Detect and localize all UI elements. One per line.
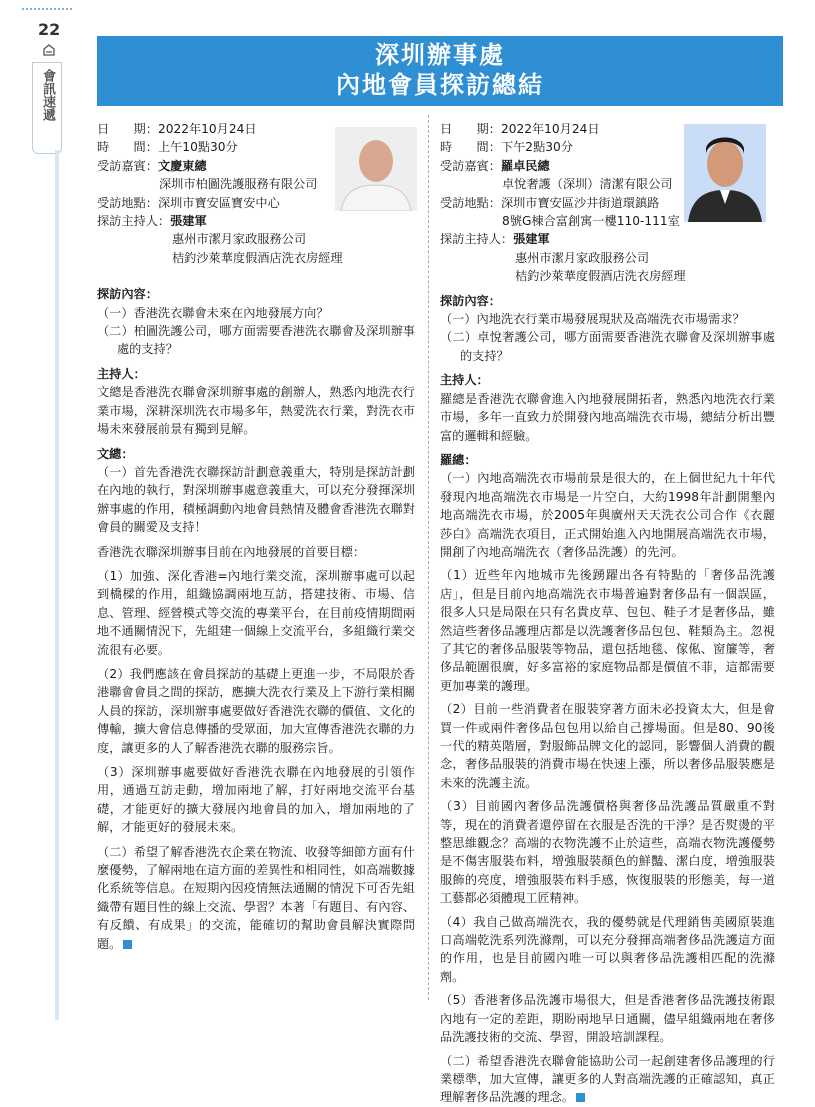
info-key: 探訪主持人： [440,232,514,247]
info-value: 2022年10月24日 [500,122,600,136]
heading-host: 主持人： [97,366,146,381]
info-key: 受訪嘉賓： [440,158,501,173]
heading-host: 主持人： [440,373,489,388]
info-date [97,120,415,138]
paragraph: （4）我自己做高端洗衣，我的優勢就是代理銷售美國原裝進口高端乾洗系列洗滌劑，可以充分發揮高端奢侈品洗護這方面的作用，也是目前國內唯一可以與奢侈品洗護相匹配的洗滌劑。 [440,914,775,984]
info-company: 卓悅奢護（深圳）清潔有限公司 [502,177,673,192]
laundry-logo-icon [42,44,56,56]
paragraph: （1）近些年內地城市先後踴躍出各有特點的「奢侈品洗護店」，但是目前內地高端洗衣市場普遍對奢侈品有一個誤區，很多人只是局限在只有名貴皮草、包包、鞋子才是奢侈品，雖然這些奢侈品護理店都是以洗護奢侈品包包、鞋類為主。忽視了其它的奢侈品服裝等物品，還包括地毯、傢俬、窗簾等，奢侈品範圍很廣，好多富裕的家庭物品都是價值不菲，這都需要更加專業的護理。 [440,568,775,693]
left-column [97,120,415,953]
paragraph: （3）目前國內奢侈品洗護價格與奢侈品洗護品質嚴重不對等，現在的消費者還停留在衣服是否洗的干淨？是否熨燙的平整思維觀念？高端的衣物洗護不止於這些，高端衣物洗護優勢是不傷害服裝布料，增強服裝顏色的鮮豔、潔白度，增強服裝服飾的亮度，增強服裝布料手感，恢復服裝的形態美，每一道工藝都必須體現工匠精神。 [440,799,775,906]
info-date [440,120,775,138]
info-key: 探訪主持人： [97,214,171,229]
paragraph: （一）內地高端洗衣市場前景是很大的，在上個世紀九十年代發現內地高端洗衣市場是一片空白，大約1998年計劃開墾內地高端洗衣市場，於2005年與廣州天天洗衣公司合作《衣麗莎白》高端洗衣項目，正式開始進入內地開展高端洗衣市場，開創了內地高端洗衣（奢侈品洗護）的先河。 [440,471,775,559]
title-banner [97,36,783,106]
section-tab [32,62,62,154]
section-tab-label: 會訊速遞 [40,69,55,121]
info-key: 日 期： [440,122,501,136]
info-host [97,212,415,230]
sidebar-dots [22,8,72,10]
info-host-role: 桔釣沙萊華度假酒店洗衣房經理 [515,269,686,284]
host-intro: 文總是香港洗衣聯會深圳辦事處的創辦人，熟悉內地洗衣行業市場，深耕深圳洗衣市場多年，熱愛洗衣行業，對洗衣市場未來發展前景有獨到見解。 [97,385,415,437]
info-guest [97,157,415,175]
host-intro: 羅總是香港洗衣聯會進入內地發展開拓者，熟悉內地洗衣行業市場，多年一直致力於開發內地高端洗衣市場，總結分析出豐富的邏輯和經驗。 [440,391,775,443]
info-guest [440,157,775,175]
paragraph: （一）首先香港洗衣聯探訪計劃意義重大，特別是探訪計劃在內地的執行，對深圳辦事處意義重大，可以充分發揮深圳辦事處的作用，積極調動內地會員熱情及體會香港洗衣聯對會員的關愛及支持！ [97,464,415,535]
info-location [97,194,415,212]
info-value: 文慶東總 [157,158,207,173]
page-number: 22 [38,20,61,39]
end-square-icon [576,1093,585,1102]
question-item: （二）柏圖洗護公司，哪方面需要香港洗衣聯會及深圳辦事處的支持？ [97,324,415,357]
question-item: （二）卓悅奢護公司，哪方面需要香港洗衣聯會及深圳辦事處的支持？ [440,330,775,363]
info-host-role: 桔釣沙萊華度假酒店洗衣房經理 [172,250,343,265]
info-key: 時 間： [97,140,158,155]
paragraph: （2）我們應該在會員探訪的基礎上更進一步，不局限於香港聯會會員之間的探訪，應擴大洗衣行業及上下游行業相關人員的探訪，深圳辦事處要做好香港洗衣聯的價值、文化的傳輸，擴大會信息傳播的受眾面，加大宣傳香港洗衣聯的力度，讓更多的人了解香港洗衣聯的服務宗旨。 [97,666,415,755]
info-value: 羅卓民總 [500,158,550,173]
banner-title-line2: 內地會員探訪總結 [336,71,544,99]
info-value: 上午10點30分 [157,140,238,155]
info-value: 張建軍 [170,214,207,229]
heading-content: 探訪內容： [440,293,501,308]
end-square-icon [123,940,132,949]
paragraph-last [97,843,415,953]
question-item: （一）香港洗衣聯會未來在內地發展方向？ [97,305,329,320]
info-time [440,138,775,156]
paragraph: （5）香港奢侈品洗護市場很大，但是香港奢侈品洗護技術跟內地有一定的差距，期盼兩地早日通關，儘早組織兩地在奢侈品洗護技術的交流、學習，開設培訓課程。 [440,993,775,1045]
right-column [440,120,775,1107]
paragraph-text: （二）希望香港洗衣聯會能協助公司一起創建奢侈品護理的行業標準，加大宣傳，讓更多的人對高端洗護的正確認知，真正理解奢侈品洗護的理念。 [440,1053,775,1105]
info-value: 深圳市寶安區沙井街道環鎮路 [500,195,660,210]
info-location-cont: 8號G棟合富創寓一樓110-111室 [502,214,680,229]
info-key: 受訪地點： [440,195,501,210]
sidebar [0,0,62,1024]
info-value: 2022年10月24日 [157,122,257,136]
info-value: 深圳市寶安區寶安中心 [157,195,280,210]
paragraph: （2）目前一些消費者在服裝穿著方面未必投資太大，但是會買一件或兩件奢侈品包包用以給自己撐場面。但是80、90後一代的精英階層，對服飾品牌文化的認同，影響個人消費的觀念，奢侈品服裝的消費市場在快速上漲，所以奢侈品服裝應是未來的洗護主流。 [440,702,775,790]
info-host-company: 惠州市潔月家政服務公司 [172,232,307,247]
info-host-company: 惠州市潔月家政服務公司 [515,250,650,265]
question-item: （一）內地洗衣行業市場發展現狀及高端洗衣市場需求？ [440,312,745,327]
paragraph: （3）深圳辦事處要做好香港洗衣聯在內地發展的引領作用，通過互訪走動，增加兩地了解，打好兩地交流平台基礎，才能更好的擴大發展內地會員的加入，增加兩地的了解，才能更好的發展未來。 [97,765,415,835]
info-value: 下午2點30分 [500,140,573,155]
paragraph: 香港洗衣聯深圳辦事目前在內地發展的首要目標： [97,544,366,559]
info-key: 日 期： [97,122,158,136]
heading-guest: 羅總： [440,452,477,467]
heading-guest: 文總： [97,446,134,461]
paragraph: （1）加強、深化香港=內地行業交流，深圳辦事處可以起到橋樑的作用，組織協調兩地互訪，搭建技術、市場、信息、管理、經營模式等交流的專業平台，在目前疫情期間兩地不通關情況下，先組建一個線上交流平台，多組織行業交流很有必要。 [97,568,415,657]
info-key: 受訪地點： [97,195,158,210]
info-time [97,138,415,156]
banner-title-line1: 深圳辦事處 [375,41,505,69]
column-divider [428,115,429,1000]
sidebar-rule [55,150,59,1020]
heading-content: 探訪內容： [97,287,158,302]
info-host [440,230,775,248]
info-key: 時 間： [440,140,501,155]
info-key: 受訪嘉賓： [97,158,158,173]
paragraph-last [440,1052,775,1107]
info-value: 張建軍 [513,232,550,247]
paragraph-text: （二）希望了解香港洗衣企業在物流、收發等細節方面有什麼優勢，了解兩地在這方面的差異性和相同性，如高端數據化系統等信息。在短期內因疫情無法通關的情況下可否先組織帶有題目性的線上交流、學習？本著「有題目、有內容、有反饋、有成果」的交流，能確切的幫助會員解決實際問題。 [97,844,415,951]
info-company: 深圳市柏圖洗護服務有限公司 [159,177,318,192]
info-location [440,194,775,212]
